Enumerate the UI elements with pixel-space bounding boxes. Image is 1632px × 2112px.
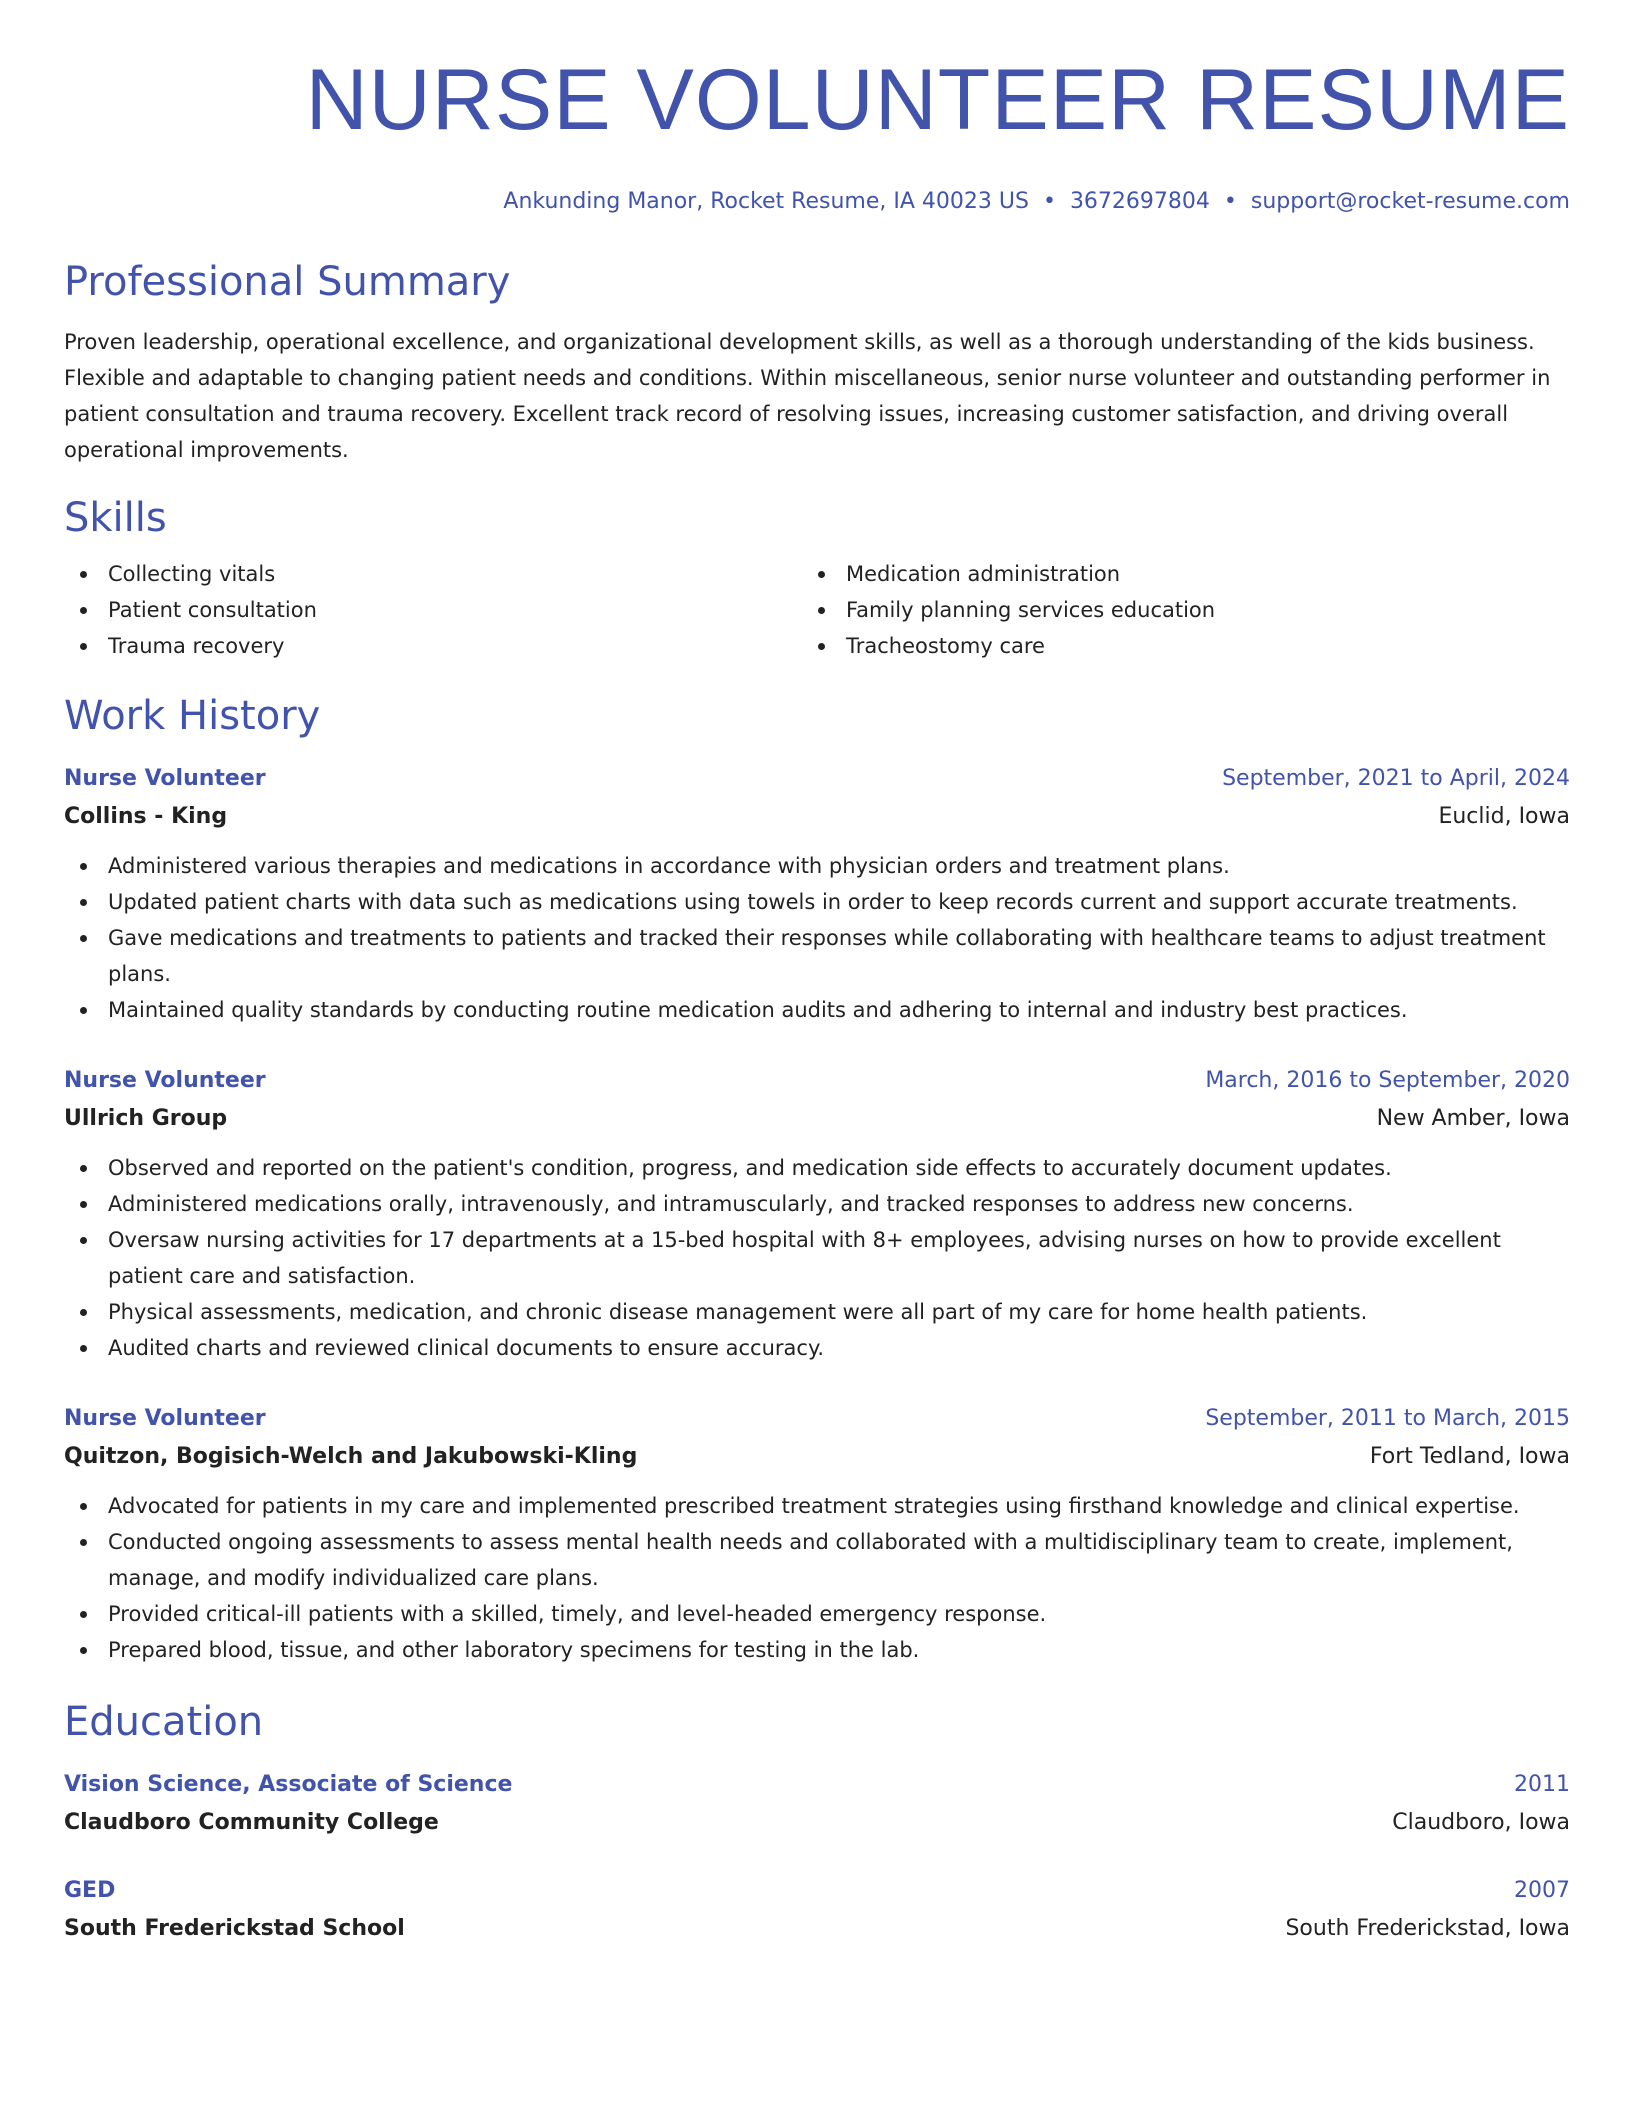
job-location: Euclid, Iowa (1438, 804, 1570, 829)
contact-phone: 3672697804 (1069, 189, 1210, 214)
education-school: South Frederickstad School (64, 1916, 405, 1941)
job-bullet: Provided critical-ill patients with a skilled, timely, and level-headed emergency response. (64, 1596, 1570, 1632)
summary-text: Proven leadership, operational excellence, and organizational development skills, as well as a thorough understanding of the kids business. Flexible and adaptable to changing patient needs and conditions. Within miscellaneous, senior nurse volunteer and outstanding performer in patient consultation and trauma recovery. Excellent track record of resolving issues, increasing customer satisfaction, and driving overall operational improvements. (64, 330, 1551, 462)
skill-item: Family planning services education (802, 592, 1540, 628)
job-location: Fort Tedland, Iowa (1369, 1444, 1570, 1469)
job-entry (64, 1062, 1570, 1366)
job-bullet: Audited charts and reviewed clinical documents to ensure accuracy. (64, 1330, 1570, 1366)
job-bullet: Observed and reported on the patient's condition, progress, and medication side effects to accurately document updates. (64, 1150, 1570, 1186)
job-employer: Quitzon, Bogisich-Welch and Jakubowski-Kling (64, 1444, 638, 1469)
education-entry (64, 1766, 1570, 1842)
job-bullet: Prepared blood, tissue, and other laboratory specimens for testing in the lab. (64, 1632, 1570, 1668)
work-history-heading: Work History (64, 693, 321, 739)
education-degree: Vision Science, Associate of Science (64, 1772, 513, 1797)
contact-separator: • (1223, 189, 1237, 214)
job-role: Nurse Volunteer (64, 1068, 266, 1093)
contact-email: support@rocket-resume.com (1250, 189, 1570, 214)
resume-title: NURSE VOLUNTEER RESUME (305, 52, 1570, 148)
job-bullet: Advocated for patients in my care and implemented prescribed treatment strategies using firsthand knowledge and clinical expertise. (64, 1488, 1570, 1524)
job-entry (64, 760, 1570, 1028)
contact-separator: • (1042, 189, 1056, 214)
job-dates: September, 2011 to March, 2015 (1205, 1406, 1570, 1431)
job-role: Nurse Volunteer (64, 766, 266, 791)
job-bullet: Administered various therapies and medications in accordance with physician orders and treatment plans. (64, 848, 1570, 884)
job-bullets (64, 1488, 1570, 1668)
job-bullets (64, 848, 1570, 1028)
skills-column-right (802, 556, 1540, 664)
job-bullet: Updated patient charts with data such as medications using towels in order to keep records current and support accurate treatments. (64, 884, 1570, 920)
job-bullets (64, 1150, 1570, 1366)
job-bullet: Gave medications and treatments to patients and tracked their responses while collaborating with healthcare teams to adjust treatment plans. (64, 920, 1570, 992)
education-year: 2011 (1514, 1772, 1570, 1797)
job-bullet: Conducted ongoing assessments to assess mental health needs and collaborated with a multidisciplinary team to create, implement, manage, and modify individualized care plans. (64, 1524, 1570, 1596)
education-degree: GED (64, 1878, 116, 1903)
job-bullet: Administered medications orally, intravenously, and intramuscularly, and tracked responses to address new concerns. (64, 1186, 1570, 1222)
education-year: 2007 (1514, 1878, 1570, 1903)
education-heading: Education (64, 1699, 264, 1745)
summary-heading: Professional Summary (64, 259, 511, 305)
job-bullet: Physical assessments, medication, and chronic disease management were all part of my care for home health patients. (64, 1294, 1570, 1330)
skill-item: Medication administration (802, 556, 1540, 592)
job-entry (64, 1400, 1570, 1668)
contact-line (64, 188, 1570, 216)
skill-item: Trauma recovery (64, 628, 802, 664)
contact-address: Ankunding Manor, Rocket Resume, IA 40023 US (503, 189, 1029, 214)
resume-header (64, 52, 1570, 216)
skills-column-left (64, 556, 802, 664)
skill-item: Tracheostomy care (802, 628, 1540, 664)
job-bullet: Maintained quality standards by conducting routine medication audits and adhering to internal and industry best practices. (64, 992, 1570, 1028)
job-location: New Amber, Iowa (1376, 1106, 1570, 1131)
education-location: South Frederickstad, Iowa (1285, 1916, 1570, 1941)
job-dates: March, 2016 to September, 2020 (1205, 1068, 1570, 1093)
skills-list (64, 556, 1570, 664)
education-location: Claudboro, Iowa (1392, 1810, 1570, 1835)
skills-heading: Skills (64, 495, 167, 541)
education-school: Claudboro Community College (64, 1810, 439, 1835)
education-entry (64, 1872, 1570, 1948)
skill-item: Collecting vitals (64, 556, 802, 592)
job-employer: Ullrich Group (64, 1106, 228, 1131)
job-bullet: Oversaw nursing activities for 17 departments at a 15-bed hospital with 8+ employees, advising nurses on how to provide excellent patient care and satisfaction. (64, 1222, 1570, 1294)
job-dates: September, 2021 to April, 2024 (1222, 766, 1570, 791)
job-role: Nurse Volunteer (64, 1406, 266, 1431)
job-employer: Collins - King (64, 804, 228, 829)
skill-item: Patient consultation (64, 592, 802, 628)
